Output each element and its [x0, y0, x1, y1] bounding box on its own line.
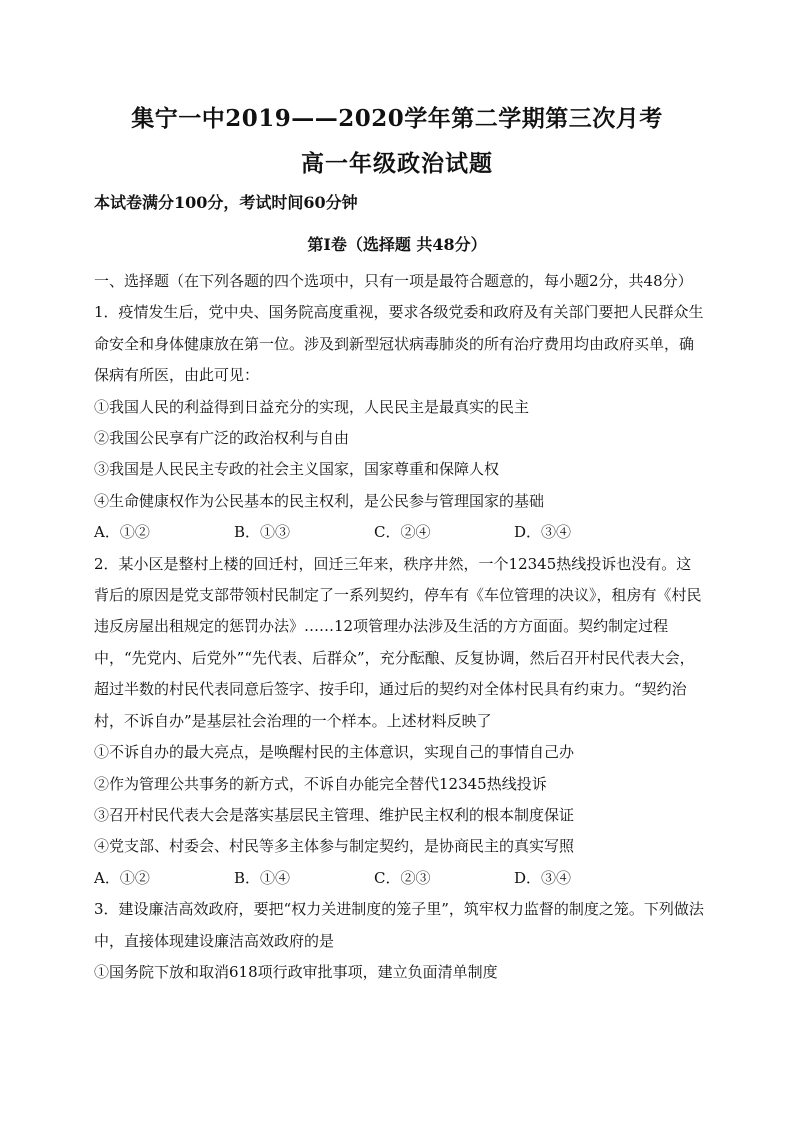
question-2-item-4: ④党支部、村委会、村民等多主体参与制定契约，是协商民主的真实写照 — [94, 837, 575, 856]
question-2-item-1: ①不诉自办的最大亮点，是唤醒村民的主体意识，实现自己的事情自己办 — [94, 743, 575, 762]
question-2-option-a: A．①② — [94, 868, 150, 887]
question-2-option-b: B．①④ — [234, 868, 291, 887]
exam-body — [94, 266, 706, 988]
question-3-item-1: ①国务院下放和取消618项行政审批事项，建立负面清单制度 — [94, 962, 498, 981]
question-1-stem: 1．疫情发生后，党中央、国务院高度重视，要求各级党委和政府及有关部门要把人民群众生命安全和身体健康放在第一位。涉及到新型冠状病毒肺炎的所有治疗费用均由政府买单，确保病有所医，由此可见： — [94, 303, 704, 385]
question-2-stem: 2．某小区是整村上楼的回迁村，回迁三年来，秩序井然，一个12345热线投诉也没有。这背后的原因是党支部带领村民制定了一系列契约，停车有《车位管理的决议》，租房有《村民违反房屋出租规定的惩罚办法》……12项管理办法涉及生活的方方面面。契约制定过程中，“先党内、后党外”“先代表、后群众”，充分酝酿、反复协调，然后召开村民代表大会，超过半数的村民代表同意后签字、按手印，通过后的契约对全体村民具有约束力。“契约治村，不诉自办”是基层社会治理的一个样本。上述材料反映了 — [94, 554, 702, 730]
section-title: 第Ⅰ卷（选择题 共48分） — [307, 235, 487, 254]
question-2-option-d: D．③④ — [514, 868, 572, 887]
question-1-item-1: ①我国人民的利益得到日益充分的实现，人民民主是最真实的民主 — [94, 397, 530, 416]
question-2-item-2: ②作为管理公共事务的新方式，不诉自办能完全替代12345热线投诉 — [94, 774, 547, 793]
question-2-options — [94, 863, 706, 894]
section-instructions: 一、选择题（在下列各题的四个选项中，只有一项是最符合题意的，每小题2分，共48分） — [94, 272, 693, 290]
question-1-item-3: ③我国是人民民主专政的社会主义国家，国家尊重和保障人权 — [94, 460, 500, 479]
question-1-item-4: ④生命健康权作为公民基本的民主权利，是公民参与管理国家的基础 — [94, 491, 545, 510]
exam-subtitle: 高一年级政治试题 — [301, 150, 493, 177]
exam-title: 集宁一中2019——2020学年第二学期第三次月考 — [131, 105, 663, 132]
question-1-option-d: D．③④ — [514, 523, 572, 542]
exam-info: 本试卷满分100分，考试时间60分钟 — [94, 193, 358, 212]
question-1-options — [94, 517, 706, 548]
question-1-option-b: B．①③ — [234, 523, 291, 542]
question-2-option-c: C．②③ — [374, 868, 431, 887]
question-1-option-c: C．②④ — [374, 523, 431, 542]
question-1-item-2: ②我国公民享有广泛的政治权利与自由 — [94, 429, 350, 448]
question-1-option-a: A．①② — [94, 523, 150, 542]
question-3-stem: 3．建设廉洁高效政府，要把“权力关进制度的笼子里”，筑牢权力监督的制度之笼。下列做法中，直接体现建设廉洁高效政府的是 — [94, 900, 704, 950]
question-2-item-3: ③召开村民代表大会是落实基层民主管理、维护民主权利的根本制度保证 — [94, 805, 575, 824]
